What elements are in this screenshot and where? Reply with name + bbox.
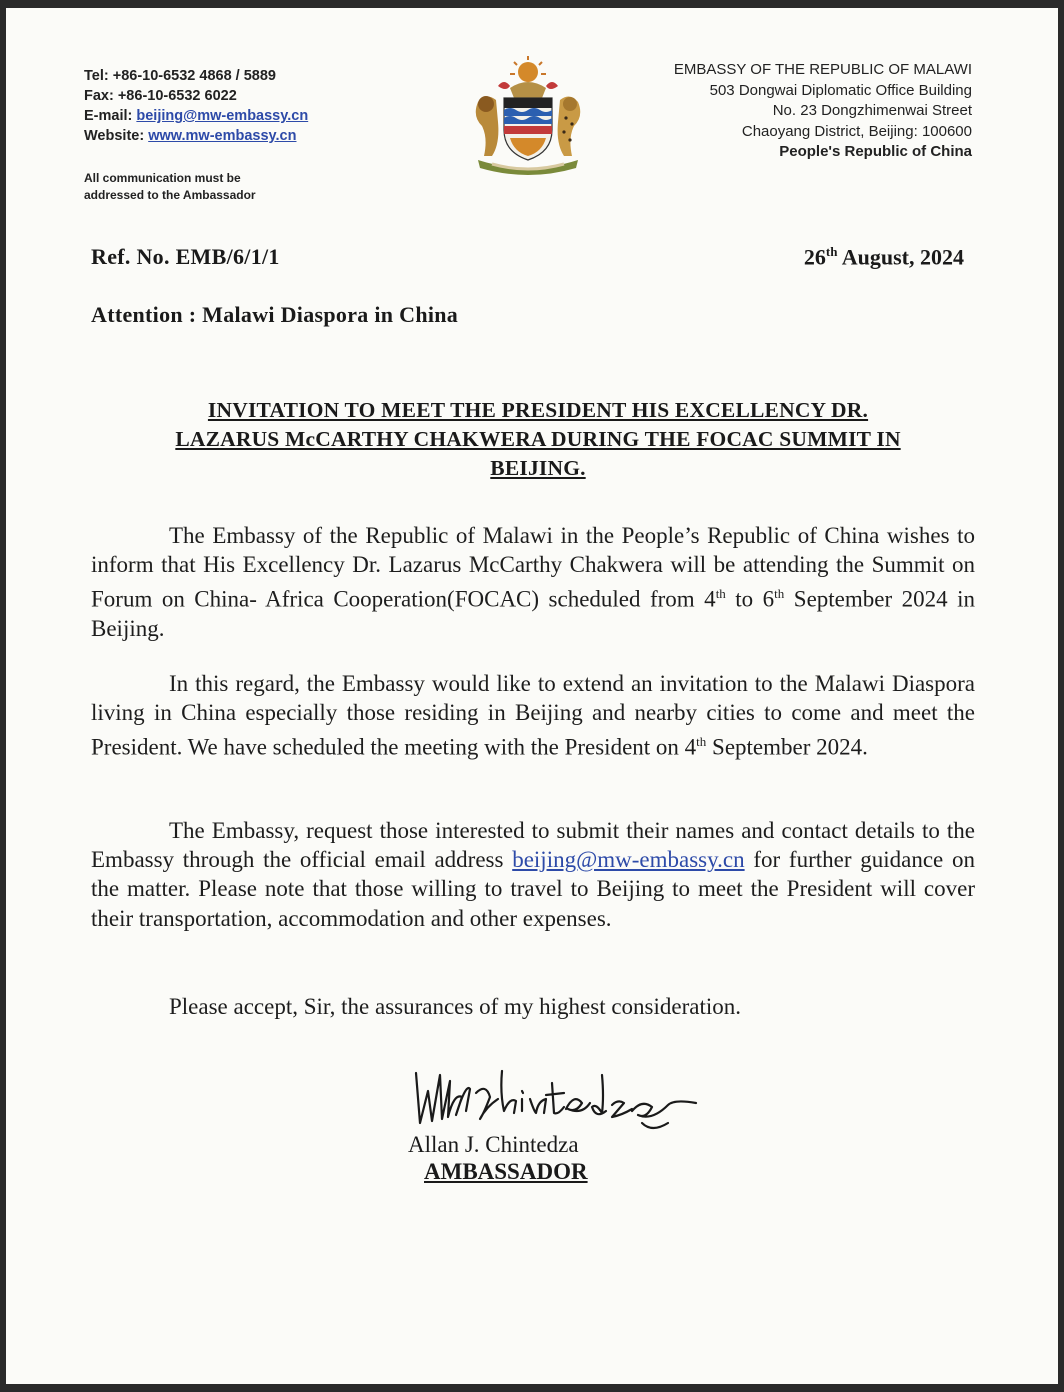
embassy-address <box>674 60 972 163</box>
p1-sup2: th <box>774 586 785 602</box>
website-link[interactable]: www.mw-embassy.cn <box>148 128 297 144</box>
website-label: Website: <box>84 128 149 144</box>
p3-email-link[interactable]: beijing@mw-embassy.cn <box>512 847 745 873</box>
p1-text-b: to 6 <box>725 587 775 613</box>
p1-text-a: The Embassy of the Republic of Malawi in the People’s Republic of China wishes to inform that His Excellency Dr. Lazarus McCarthy Chakwera will be attending the Summit on Forum on China- Africa Cooperation(FOCAC) scheduled from 4 <box>91 523 975 613</box>
date-suffix: th <box>825 244 838 259</box>
address-line5: People's Republic of China <box>779 143 972 160</box>
attention-line: Attention : Malawi Diaspora in China <box>91 302 459 327</box>
fax: Fax: +86-10-6532 6022 <box>84 88 237 104</box>
address-line4: Chaoyang District, Beijing: 100600 <box>741 122 972 140</box>
paragraph-3 <box>91 816 975 933</box>
p3-text-a: The Embassy, request those interested to submit their names and contact details to the Embassy through the official email address <box>91 818 975 873</box>
signatory-title: AMBASSADOR <box>424 1159 588 1184</box>
letter-page <box>6 8 1058 1384</box>
telephone: Tel: +86-10-6532 4868 / 5889 <box>84 68 276 84</box>
malawi-coat-of-arms-icon <box>458 52 598 182</box>
address-line1: EMBASSY OF THE REPUBLIC OF MALAWI <box>673 61 972 78</box>
reference-number: Ref. No. EMB/6/1/1 <box>91 244 280 269</box>
letter-heading <box>86 396 990 483</box>
email-link[interactable]: beijing@mw-embassy.cn <box>136 108 309 124</box>
heading-line3: BEIJING. <box>490 456 586 480</box>
paragraph-4: Please accept, Sir, the assurances of my highest consideration. <box>169 994 741 1019</box>
p2-sup: th <box>696 734 707 750</box>
website-line <box>84 126 308 146</box>
paragraph-1 <box>91 521 975 643</box>
date-rest: August, 2024 <box>837 244 964 270</box>
letter-date <box>804 244 964 270</box>
signatory-name: Allan J. Chintedza <box>408 1132 579 1157</box>
heading-line2: LAZARUS McCARTHY CHAKWERA DURING THE FOCAC SUMMIT IN <box>175 427 901 451</box>
handwritten-signature <box>406 1053 716 1138</box>
p1-text-c: September 2024 in Beijing. <box>91 587 975 642</box>
address-line3: No. 23 Dongzhimenwai Street <box>772 102 972 119</box>
date-day: 26 <box>803 244 826 270</box>
address-line2: 503 Dongwai Diplomatic Office Building <box>709 81 972 99</box>
paragraph-2 <box>91 669 975 762</box>
heading-line1: INVITATION TO MEET THE PRESIDENT HIS EXCELLENCY DR. <box>207 398 869 422</box>
email-line <box>84 106 308 126</box>
email-label: E-mail: <box>84 108 137 124</box>
communication-note-line1: All communication must be <box>84 171 241 185</box>
communication-note-line2: addressed to the Ambassador <box>84 188 256 202</box>
p1-sup1: th <box>715 586 726 602</box>
p2-text-a: In this regard, the Embassy would like to extend an invitation to the Malawi Diaspora living in China especially those residing in Beijing and nearby cities to come and meet the President. We have scheduled the meeting with the President on 4 <box>91 671 975 761</box>
p3-text-b: for further guidance on the matter. Please note that those willing to travel to Beijing to meet the President will cover their transportation, accommodation and other expenses. <box>91 847 975 931</box>
communication-note <box>84 170 256 204</box>
p2-text-b: September 2024. <box>706 735 868 761</box>
contact-block <box>84 66 308 146</box>
